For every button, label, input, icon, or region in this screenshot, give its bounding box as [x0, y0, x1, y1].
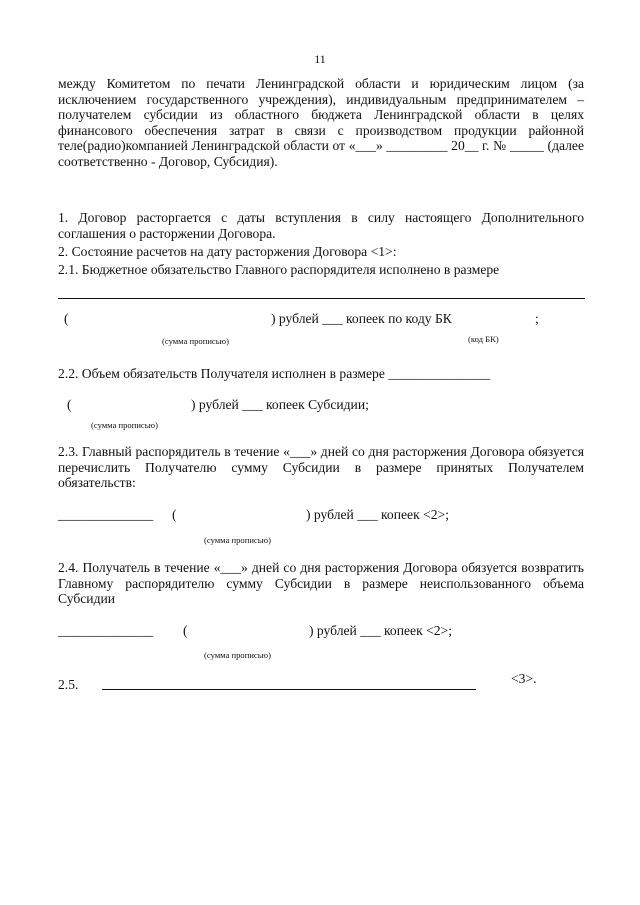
clause-2-5-underline [102, 689, 476, 690]
caption-bk-code: (код БК) [468, 334, 499, 344]
caption-sum-in-words: (сумма прописью) [91, 420, 158, 430]
caption-sum-in-words: (сумма прописью) [162, 336, 229, 346]
clause-2-2: 2.2. Объем обязательств Получателя исполнен в размере _______________ [58, 366, 491, 381]
row-2-4-text: ) рублей ___ копеек <2>; [309, 623, 452, 638]
caption-sum-in-words: (сумма прописью) [204, 535, 271, 545]
row-2-3-open: ( [172, 507, 177, 522]
clause-2: 2. Состояние расчетов на дату расторжения Договора <1>: [58, 244, 397, 259]
row-2-2-text: ) рублей ___ копеек Субсидии; [191, 397, 369, 412]
row-2-2-open: ( [67, 397, 72, 412]
clause-1: 1. Договор расторгается с даты вступления в силу настоящего Дополнительного соглашения о расторжении Договора. [58, 210, 584, 241]
intro-paragraph: между Комитетом по печати Ленинградской области и юридическим лицом (за исключением государственного учреждения), индивидуальным предпринимателем – получателем субсидии из областного бюджета Ленинградской области в целях финансового обеспечения затрат в связи с производством продукции районной теле(радио)компанией Ленинградской области от «___» _________ 20__ г. № _____ (далее соответственно - Договор, Субсидия). [58, 76, 584, 169]
row-2-1-text: ) рублей ___ копеек по коду БК [271, 311, 452, 326]
caption-sum-in-words: (сумма прописью) [204, 650, 271, 660]
clause-2-3: 2.3. Главный распорядитель в течение «___» дней со дня расторжения Договора обязуется перечислить Получателю сумму Субсидии в размере принятых Получателем обязательств: [58, 444, 584, 491]
clause-2-5-end: <3>. [511, 671, 537, 686]
row-2-4-blank: ______________ [58, 623, 154, 638]
clause-2-4: 2.4. Получатель в течение «___» дней со дня расторжения Договора обязуется возвратить Главному распорядителю сумму Субсидии в размере неиспользованного объема Субсидии [58, 560, 584, 607]
clause-2-1: 2.1. Бюджетное обязательство Главного распорядителя исполнено в размере [58, 262, 500, 277]
row-2-3-text: ) рублей ___ копеек <2>; [306, 507, 449, 522]
row-2-3-blank: ______________ [58, 507, 154, 522]
row-2-1-open: ( [64, 311, 69, 326]
amount-underline [58, 298, 585, 299]
clause-2-5-label: 2.5. [58, 677, 79, 692]
page-number: 11 [314, 52, 326, 66]
row-2-4-open: ( [183, 623, 188, 638]
row-2-1-end: ; [535, 311, 539, 326]
